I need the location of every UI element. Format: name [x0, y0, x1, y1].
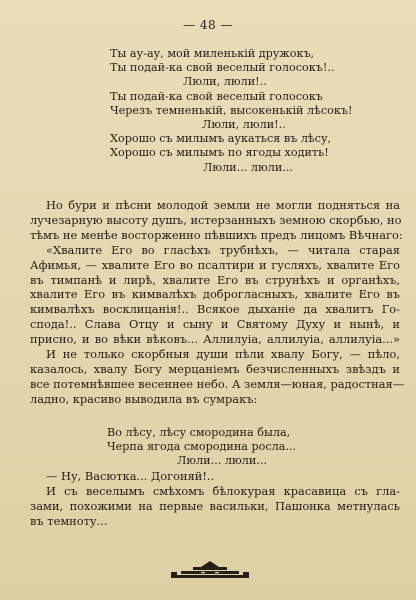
dialogue-line: — Ну, Васютка... Догоняй!.. — [46, 469, 215, 483]
poem-line: Ты подай-ка свой веселый голосокъ!.. — [110, 61, 335, 75]
poem-refrain: Люли, люли!.. — [202, 118, 286, 132]
prose-line: хвалите Его въ кимвалѣхъ доброгласныхъ, хвалите Его въ — [30, 287, 400, 302]
prose-line: въ темноту... — [30, 513, 108, 528]
poem-stanza-top — [0, 47, 416, 175]
poem-line: Черезъ темненькій, высокенькій лѣсокъ! — [110, 103, 353, 117]
prose-line: все потемнѣвшее весеннее небо. А земля—юная, радостная— — [30, 376, 405, 391]
poem-refrain: Люли... люли... — [177, 454, 267, 468]
prose-line: казалось, хвалу Богу мерцаніемъ безчисленныхъ звѣздъ и — [30, 361, 400, 376]
poem-line: Хорошо съ милымъ аукаться въ лѣсу, — [110, 132, 332, 146]
prose-line: лучезарную высоту душъ, истерзанныхъ земною скорбью, но — [30, 212, 402, 227]
poem-line: Хорошо съ милымъ по ягоды ходить! — [110, 146, 329, 160]
poem-line: Ты подай-ка свой веселый голосокъ — [110, 89, 323, 103]
prose-line: И съ веселымъ смѣхомъ бѣлокурая красавица съ гла- — [46, 483, 400, 498]
prose-line: зами, похожими на первые васильки, Пашонка метнулась — [30, 498, 400, 513]
prose-line: ладно, красиво выводила въ сумракъ: — [30, 391, 258, 406]
prose-line: спода!.. Слава Отцу и сыну и Святому Духу и нынѣ, и — [30, 317, 400, 332]
prose-line: Но бури и пѣсни молодой земли не могли подняться на — [46, 198, 400, 212]
prose-line: Афимья, — хвалите Его во псалтири и гусляхъ, хвалите Его — [30, 257, 400, 272]
prose-line: тѣмъ не менѣе восторженно пѣвшихъ предъ лицомъ Вѣчнаго: — [30, 227, 403, 242]
poem-line: Во лѣсу, лѣсу смородина была, — [107, 426, 291, 439]
page-number: — 48 — — [183, 18, 233, 32]
prose-paragraph-1 — [30, 198, 405, 407]
prose-line: въ тимпанѣ и лирѣ, хвалите Его въ струнѣхъ и органѣхъ, — [30, 272, 400, 287]
prose-line: И не только скорбныя души пѣли хвалу Богу, — пѣло, — [46, 347, 400, 362]
prose-line: присно, и во вѣки вѣковъ... Аллилуіа, аллилуіа, аллилуіа...» — [30, 332, 400, 347]
poem-stanza-bottom — [0, 426, 416, 469]
prose-line: «Хвалите Его во гласѣхъ трубнѣхъ, — читала старая — [46, 242, 400, 257]
prose-paragraph-2 — [30, 469, 400, 529]
poem-line: Ты ау-ау, мой миленькій дружокъ, — [110, 47, 315, 60]
prose-line: кимвалѣхъ восклицанія!.. Всякое дыханіе да хвалитъ Го- — [30, 302, 400, 317]
poem-refrain: Люли... люли... — [203, 160, 293, 174]
tailpiece-ornament-icon — [171, 561, 249, 579]
poem-line: Черпа ягода смородина росла... — [107, 440, 297, 454]
poem-refrain: Люли, люли!.. — [183, 75, 267, 89]
